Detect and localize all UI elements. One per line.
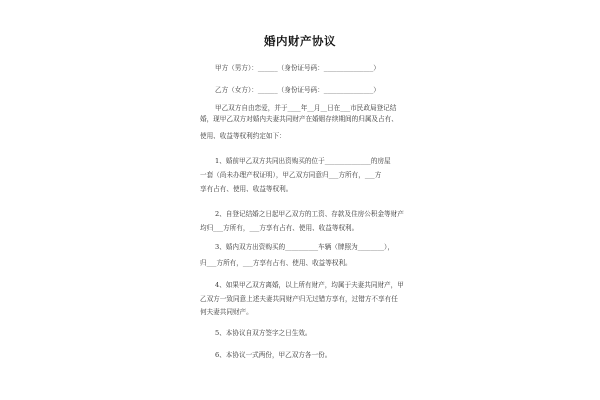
clause-4-line-2: 乙双方一致同意上述夫妻共同财产归无过错方享有，过错方不享有任 <box>200 295 398 303</box>
party-a-line: 甲方（男方）：______（身份证号码：_______________） <box>215 64 380 72</box>
intro-line-3: 使用、收益等权利约定如下： <box>200 132 286 140</box>
clause-4-line-1: 4、如果甲乙双方离婚，以上所有财产，均属于夫妻共同财产，甲 <box>215 281 404 289</box>
intro-line-1: 甲乙双方自由恋爱，并于____年__月__日在___市民政局登记结 <box>215 104 397 112</box>
clause-1-line-3: 享有占有、使用、收益等权利。 <box>200 185 293 193</box>
clause-2-line-1: 2、自登记结婚之日起甲乙双方的工资、存款及住房公积金等财产 <box>215 210 404 218</box>
clause-4-line-3: 何夫妻共同财产。 <box>200 308 253 316</box>
clause-2-line-2: 均归___方所有，___方享有占有、使用、收益等权利。 <box>200 224 359 232</box>
document-title: 婚内财产协议 <box>264 34 336 48</box>
clause-1-line-1: 1、婚前甲乙双方共同出资购买的位于______________的房屋 <box>215 157 391 165</box>
clause-1-line-2: 一套（尚未办理产权证明），甲乙双方同意归___方所有，___方 <box>200 171 382 179</box>
clause-3-line-2: 归___方所有，___方享有占有、使用、收益等权利。 <box>200 259 352 267</box>
intro-line-2: 婚，现甲乙双方对婚内夫妻共同财产在婚姻存续期间的归属及占有、 <box>200 115 398 123</box>
clause-6-line: 6、本协议一式两份，甲乙双方各一份。 <box>215 351 332 359</box>
party-b-line: 乙方（女方）：______（身份证号码：_______________） <box>215 86 380 94</box>
clause-3-line-1: 3、婚内双方出资购买的__________车辆（牌照为________）， <box>215 243 394 251</box>
clause-5-line: 5、本协议自双方签字之日生效。 <box>215 329 312 337</box>
